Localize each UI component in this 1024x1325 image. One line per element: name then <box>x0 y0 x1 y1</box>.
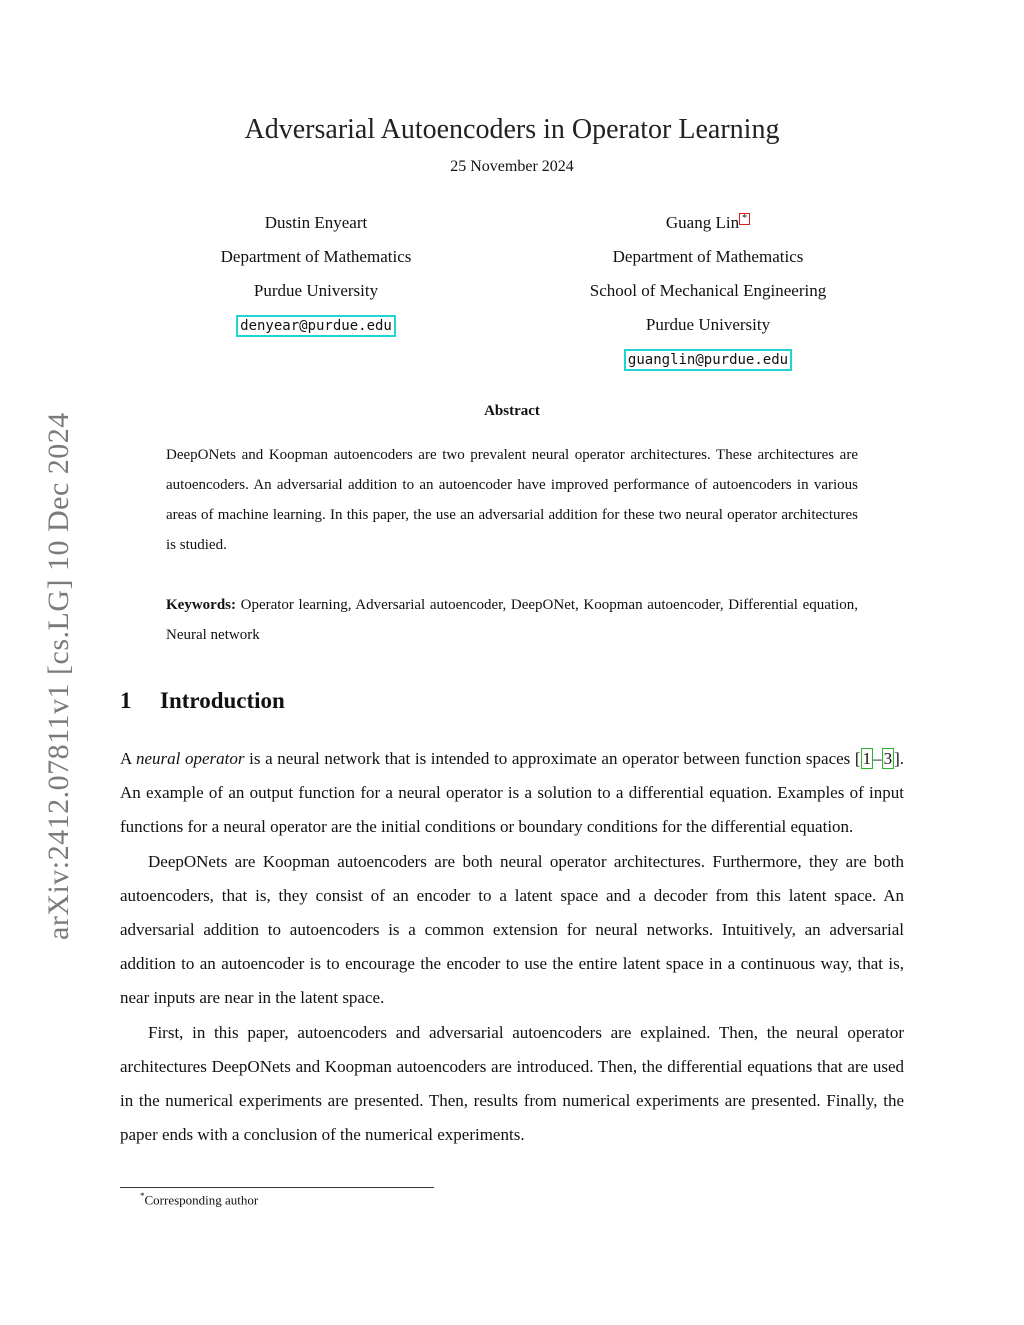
footnote-divider <box>120 1187 434 1188</box>
emphasis-term: neural operator <box>135 749 245 768</box>
abstract-heading: Abstract <box>484 403 540 419</box>
footnote-mark: * <box>140 1191 145 1201</box>
paper-date: 25 November 2024 <box>450 158 574 175</box>
abstract-text: DeepONets and Koopman autoencoders are two prevalent neural operator architectures. These architectures are autoencoders. An adversarial addition to an autoencoder have improved performance of autoencoders in various areas of machine learning. In this paper, the use an adversarial addition for these two neural operator architectures is studied. <box>166 447 858 553</box>
section-heading <box>120 688 285 714</box>
footnote <box>140 1191 258 1208</box>
section-number: 1 <box>120 688 132 713</box>
author-affiliation: Department of Mathematics <box>220 247 412 266</box>
author-block-1 <box>176 210 456 346</box>
paper-title: Adversarial Autoencoders in Operator Learning <box>244 114 780 145</box>
author-email-link[interactable]: guanglin@purdue.edu <box>624 349 792 371</box>
author-affiliation: Purdue University <box>253 281 379 300</box>
keywords-label: Keywords: <box>166 597 236 613</box>
paragraph: DeepONets are Koopman autoencoders are both neural operator architectures. Furthermore, they are both autoencoders, that is, they consist of an encoder to a latent space and a decoder from this latent space. An adversarial addition to autoencoders is a common extension for neural networks. Intuitively, an adversarial addition to an autoencoder is to encourage the encoder to use the entire latent space in a continuous way, that is, near inputs are near in the latent space. <box>120 851 904 1008</box>
author-affiliation: School of Mechanical Engineering <box>589 281 827 300</box>
footnote-text: Corresponding author <box>144 1192 259 1208</box>
section-title: Introduction <box>160 688 285 713</box>
author-block-2 <box>548 210 868 380</box>
author-affiliation: Department of Mathematics <box>612 247 804 266</box>
author-affiliation: Purdue University <box>645 315 771 334</box>
citation-link[interactable]: 3 <box>883 749 893 768</box>
arxiv-identifier: arXiv:2412.07811v1 [cs.LG] 10 Dec 2024 <box>42 412 75 940</box>
author-name: Dustin Enyeart <box>264 213 368 232</box>
keywords <box>166 590 858 650</box>
paragraph: A neural operator is a neural network that is intended to approximate an operator between function spaces [ 1 – 3 ]. An example of an output function for a neural operator is a solution to a differential equation. Examples of input functions for a neural operator are the initial conditions or boundary conditions for the differential equation. <box>120 749 905 837</box>
author-email-link[interactable]: denyear@purdue.edu <box>236 315 396 337</box>
footnote-link[interactable]: * <box>739 213 750 225</box>
author-name: Guang Lin <box>665 213 740 232</box>
citation-link[interactable]: 1 <box>862 749 872 768</box>
section-body <box>120 742 904 1152</box>
keywords-list: Operator learning, Adversarial autoencoder, DeepONet, Koopman autoencoder, Differential equation, Neural network <box>166 597 858 643</box>
paragraph: First, in this paper, autoencoders and adversarial autoencoders are explained. Then, the neural operator architectures DeepONets and Koopman autoencoders are introduced. Then, the differential equations that are used in the numerical experiments are presented. Then, results from numerical experiments are presented. Finally, the paper ends with a conclusion of the numerical experiments. <box>120 1022 904 1145</box>
